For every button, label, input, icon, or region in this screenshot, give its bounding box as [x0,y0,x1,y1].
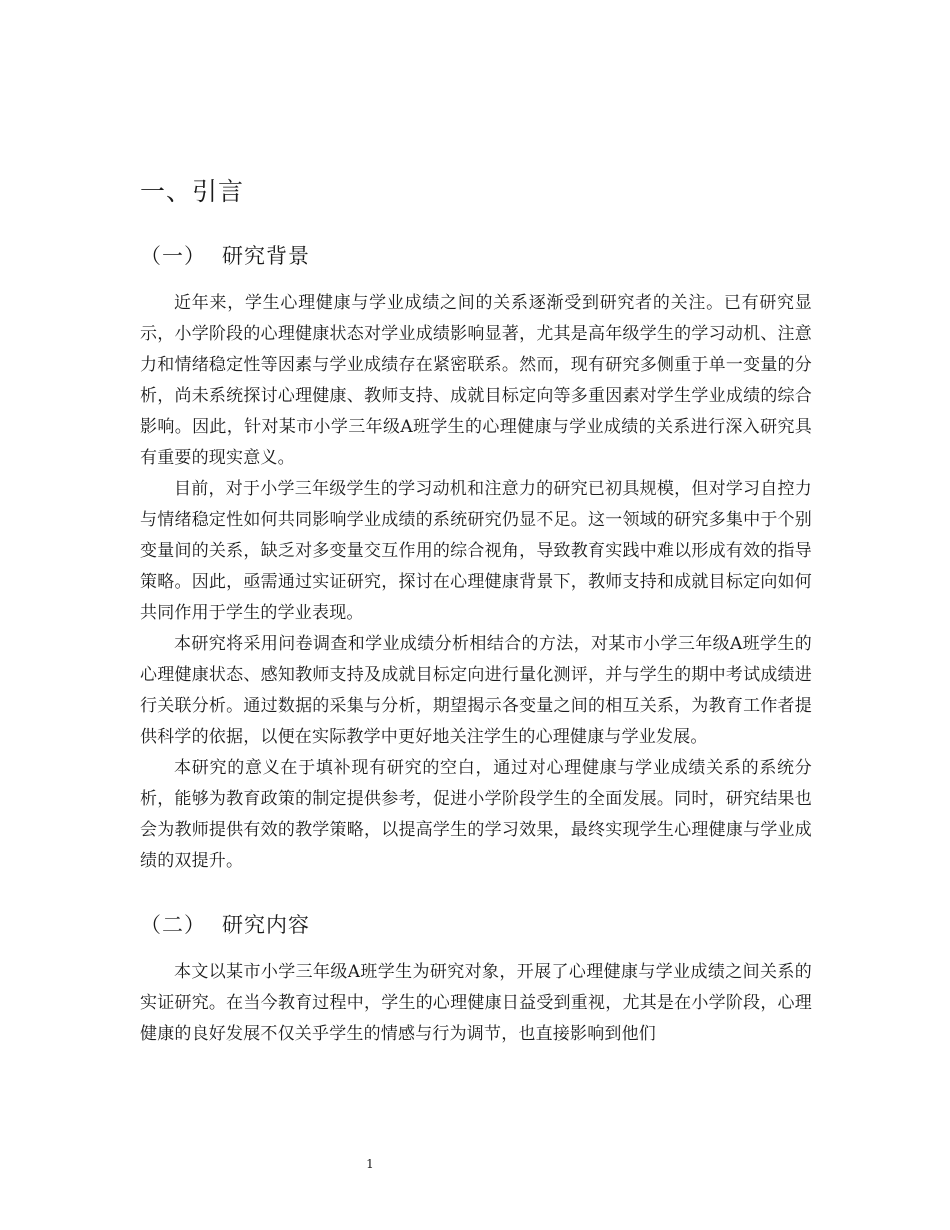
section-content [140,907,812,1050]
section-number: （二） [140,913,206,937]
section-title: 研究背景 [222,244,310,268]
page-content [140,172,812,1050]
section-heading [140,907,812,943]
paragraph: 目前，对于小学三年级学生的学习动机和注意力的研究已初具规模，但对学习自控力与情绪稳定性如何共同影响学业成绩的系统研究仍显不足。这一领域的研究多集中于个别变量间的关系，缺乏对多变量交互作用的综合视角，导致教育实践中难以形成有效的指导策略。因此，亟需通过实证研究，探讨在心理健康背景下，教师支持和成就目标定向如何共同作用于学生的学业表现。 [140,479,812,623]
section-background [140,238,812,877]
section-title: 研究内容 [222,913,310,937]
page-number: 1 [366,1157,374,1171]
section-heading [140,238,812,274]
paragraph: 本研究将采用问卷调查和学业成绩分析相结合的方法，对某市小学三年级A班学生的心理健康状态、感知教师支持及成就目标定向进行量化测评，并与学生的期中考试成绩进行关联分析。通过数据的采集与分析，期望揭示各变量之间的相互关系，为教育工作者提供科学的依据，以便在实际教学中更好地关注学生的心理健康与学业发展。 [140,634,812,747]
paragraph: 本文以某市小学三年级A班学生为研究对象，开展了心理健康与学业成绩之间关系的实证研究。在当今教育过程中，学生的心理健康日益受到重视，尤其是在小学阶段，心理健康的良好发展不仅关乎学生的情感与行为调节，也直接影响到他们 [140,962,812,1044]
section-number: （一） [140,244,206,268]
section-spacer [140,877,812,907]
paragraph: 本研究的意义在于填补现有研究的空白，通过对心理健康与学业成绩关系的系统分析，能够为教育政策的制定提供参考，促进小学阶段学生的全面发展。同时，研究结果也会为教师提供有效的教学策略，以提高学生的学习效果，最终实现学生心理健康与学业成绩的双提升。 [140,758,812,871]
chapter-heading: 一、引言 [140,177,245,206]
paragraph: 近年来，学生心理健康与学业成绩之间的关系逐渐受到研究者的关注。已有研究显示，小学阶段的心理健康状态对学业成绩影响显著，尤其是高年级学生的学习动机、注意力和情绪稳定性等因素与学业成绩存在紧密联系。然而，现有研究多侧重于单一变量的分析，尚未系统探讨心理健康、教师支持、成就目标定向等多重因素对学生学业成绩的综合影响。因此，针对某市小学三年级A班学生的心理健康与学业成绩的关系进行深入研究具有重要的现实意义。 [140,293,812,468]
